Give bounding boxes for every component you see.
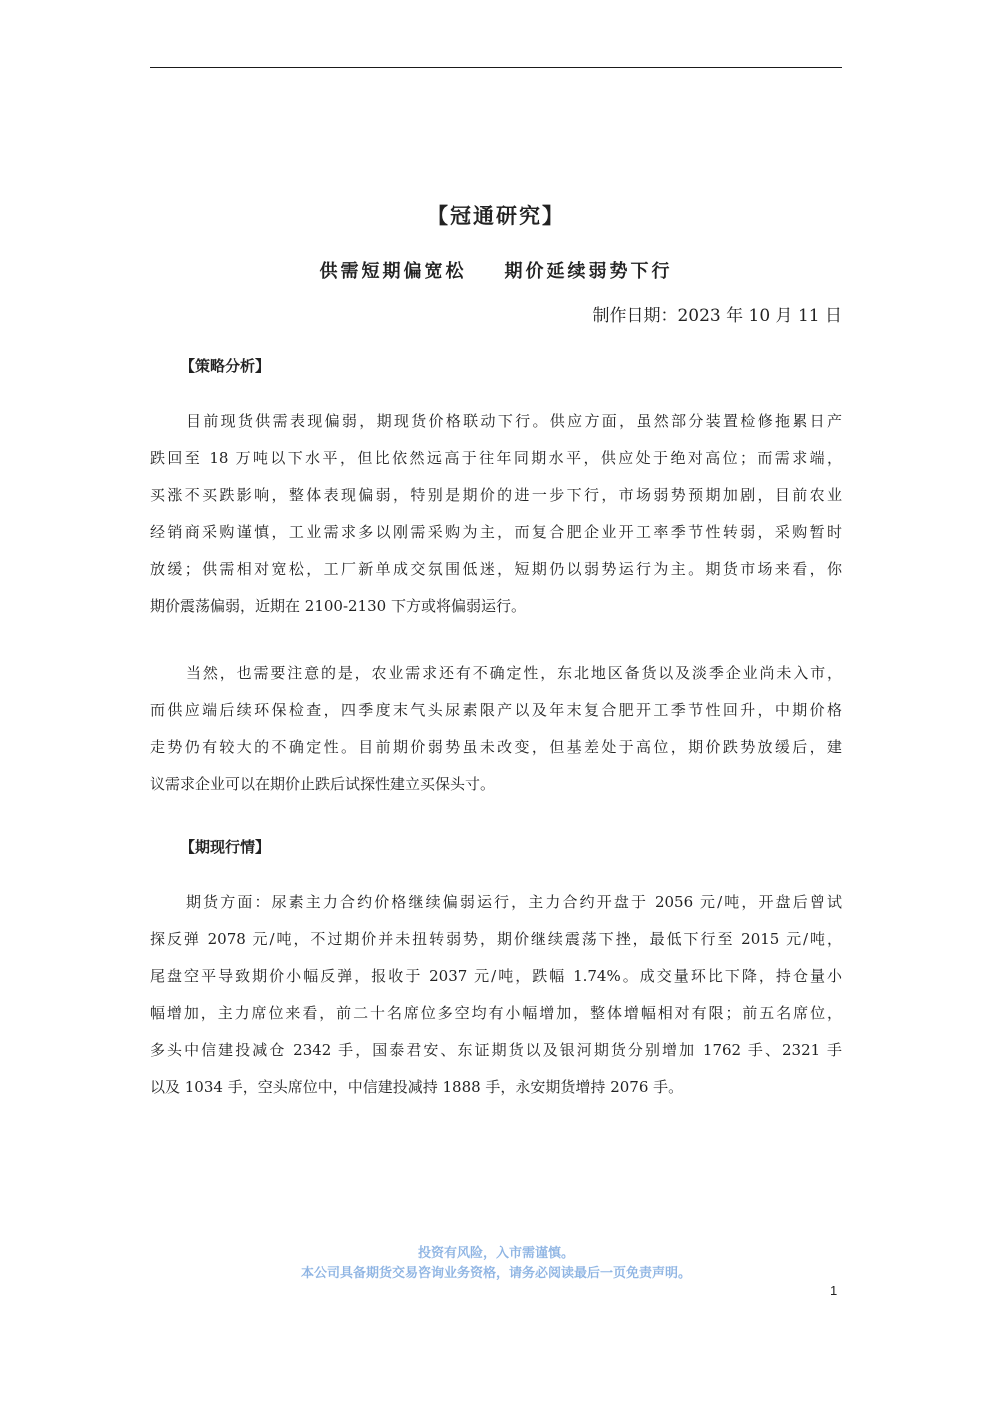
paragraph-line: 以及 1034 手，空头席位中，中信建投减持 1888 手，永安期货增持 2076 手。 — [150, 1078, 684, 1096]
section-heading-market: 【期现行情】 — [180, 838, 271, 856]
paragraph-line: 跌回至 18 万吨以下水平，但比依然远高于往年同期水平，供应处于绝对高位；而需求端， — [150, 449, 842, 467]
org-tag: 【冠通研究】 — [427, 203, 565, 228]
disclaimer-notice: 本公司具备期货交易咨询业务资格，请务必阅读最后一页免责声明。 — [300, 1266, 691, 1281]
paragraph-line: 当然，也需要注意的是，农业需求还有不确定性，东北地区备货以及淡季企业尚未入市， — [186, 664, 842, 682]
section-heading-strategy: 【策略分析】 — [180, 357, 271, 375]
report-title — [150, 252, 842, 292]
title-part-1: 供需短期偏宽松 — [319, 261, 467, 282]
strategy-paragraph-1 — [150, 403, 842, 625]
title-part-2: 期价延续弱势下行 — [504, 261, 673, 282]
header-rule — [150, 67, 842, 68]
paragraph-line: 目前现货供需表现偏弱，期现货价格联动下行。供应方面，虽然部分装置检修拖累日产 — [186, 412, 842, 430]
paragraph-line: 议需求企业可以在期价止跌后试探性建立买保头寸。 — [150, 775, 496, 793]
paragraph-line: 而供应端后续环保检查，四季度末气头尿素限产以及年末复合肥开工季节性回升，中期价格 — [150, 701, 842, 719]
paragraph-line: 经销商采购谨慎，工业需求多以刚需采购为主，而复合肥企业开工率季节性转弱，采购暂时 — [150, 523, 842, 541]
paragraph-line: 尾盘空平导致期价小幅反弹，报收于 2037 元/吨，跌幅 1.74%。成交量环比下降，持仓量小 — [150, 967, 842, 985]
strategy-paragraph-2 — [150, 655, 842, 803]
paragraph-line: 期货方面：尿素主力合约价格继续偏弱运行，主力合约开盘于 2056 元/吨，开盘后曾试 — [186, 893, 842, 911]
paragraph-line: 放缓；供需相对宽松，工厂新单成交氛围低迷，短期仍以弱势运行为主。期货市场来看，你 — [150, 560, 842, 578]
report-date: 制作日期：2023 年 10 月 11 日 — [592, 306, 842, 326]
risk-notice: 投资有风险，入市需谨慎。 — [417, 1246, 574, 1261]
paragraph-line: 买涨不买跌影响，整体表现偏弱，特别是期价的进一步下行，市场弱势预期加剧，目前农业 — [150, 486, 842, 504]
paragraph-line: 探反弹 2078 元/吨，不过期价并未扭转弱势，期价继续震荡下挫，最低下行至 2015 元/吨， — [150, 930, 842, 948]
page-number: 1 — [830, 1283, 838, 1298]
paragraph-line: 幅增加，主力席位来看，前二十名席位多空均有小幅增加，整体增幅相对有限；前五名席位， — [150, 1004, 842, 1022]
paragraph-line: 走势仍有较大的不确定性。目前期价弱势虽未改变，但基差处于高位，期价跌势放缓后，建 — [150, 738, 842, 756]
paragraph-line: 多头中信建投减仓 2342 手，国泰君安、东证期货以及银河期货分别增加 1762 手、2321 手 — [150, 1041, 842, 1059]
paragraph-line: 期价震荡偏弱，近期在 2100-2130 下方或将偏弱运行。 — [150, 597, 526, 615]
market-paragraph-1 — [150, 884, 842, 1106]
